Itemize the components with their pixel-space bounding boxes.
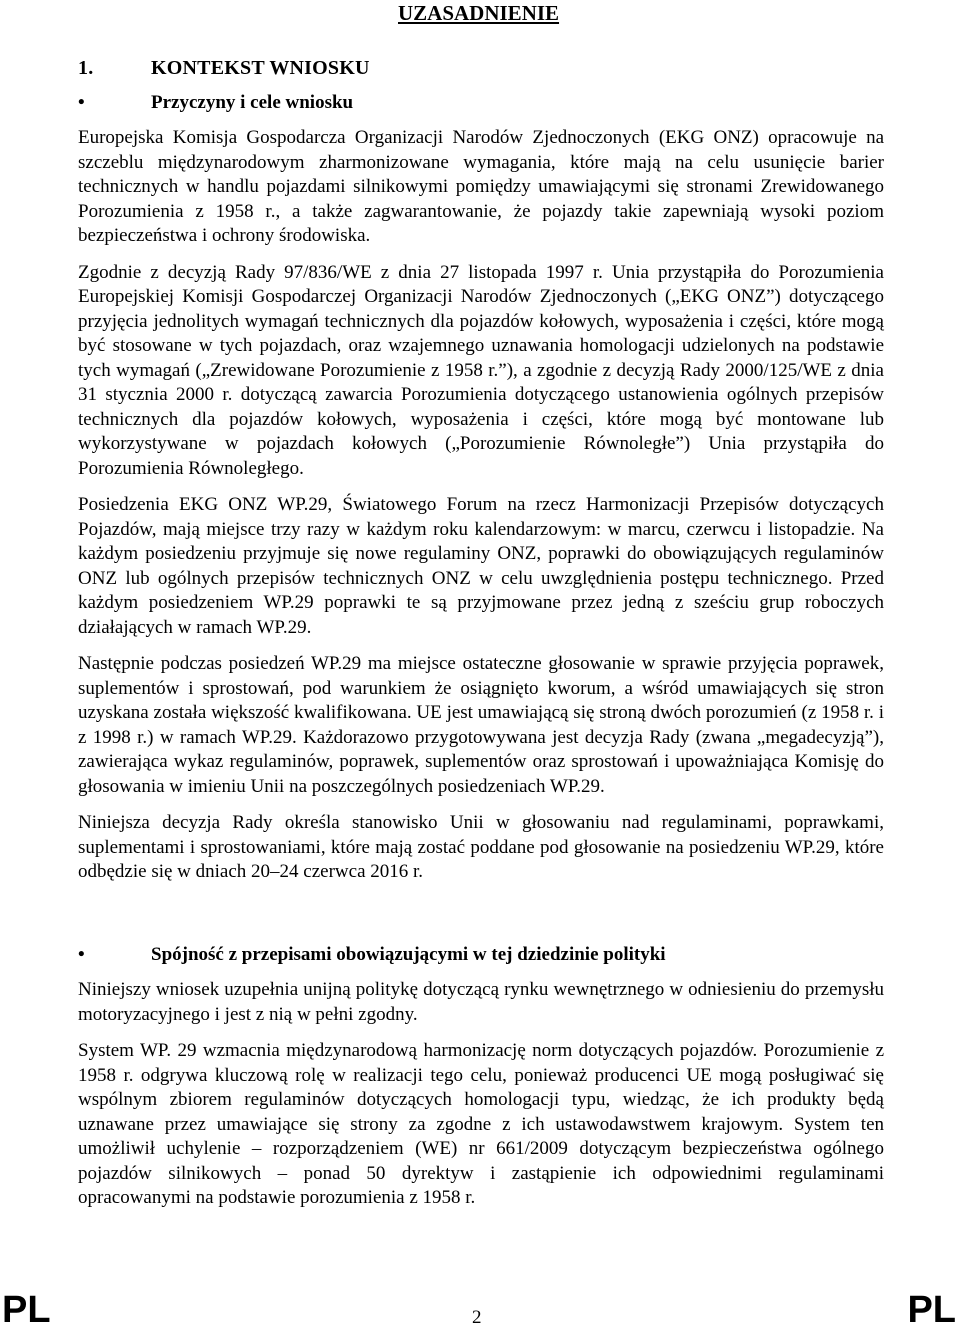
- paragraph: Zgodnie z decyzją Rady 97/836/WE z dnia 27 listopada 1997 r. Unia przystąpiła do Porozumienia Europejskiej Komisji Gospodarczej Organizacji Narodów Zjednoczonych („EKG ONZ”) dotyczącego przyjęcia jednolitych wymagań technicznych dla pojazdów kołowych, wyposażenia i części, które mogą być stosowane w tych pojazdach, oraz wzajemnego uznawania homologacji udzielonych na podstawie tych wymagań („Zrewidowane Porozumienie z 1958 r.”), a zgodnie z decyzją Rady 2000/125/WE z dnia 31 stycznia 2000 r. dotyczącą zawarcia Porozumienia dotyczącego ustanowienia ogólnych przepisów technicznych dla pojazdów kołowych, wyposażenia i części, które mogą być montowane lub wykorzystywane w pojazdach kołowych („Porozumienie Równoległe”) Unia przystąpiła do Porozumienia Równoległego.: [78, 261, 884, 479]
- paragraph: Niniejsza decyzja Rady określa stanowisko Unii w głosowaniu nad regulaminami, poprawkami, suplementami i sprostowaniami, które mają zostać poddane pod głosowanie na posiedzeniu WP.29, które odbędzie się w dniach 20–24 czerwca 2016 r.: [78, 812, 884, 882]
- paragraph: Posiedzenia EKG ONZ WP.29, Światowego Forum na rzecz Harmonizacji Przepisów dotyczących Pojazdów, mają miejsce trzy razy w każdym roku kalendarzowym: w marcu, czerwcu i listopadzie. Na każdym posiedzeniu przyjmuje się nowe regulaminy ONZ, poprawki do obowiązujących regulaminów ONZ lub ogólnych przepisów technicznych ONZ w celu uwzględnienia postępu technicznego. Przed każdym posiedzeniem WP.29 poprawki te są przyjmowane przez jedną z sześciu grup roboczych działających w ramach WP.29.: [78, 494, 884, 638]
- section-heading: [78, 56, 370, 80]
- page-number: 2: [472, 1307, 482, 1328]
- subsection-heading-reasons: [78, 91, 353, 115]
- section-number: 1.: [78, 57, 94, 79]
- section-heading-text: KONTEKST WNIOSKU: [151, 57, 370, 79]
- subsection-heading-text: Przyczyny i cele wniosku: [151, 92, 354, 113]
- document-title: UZASADNIENIE: [398, 1, 560, 25]
- footer-language-right: PL: [907, 1289, 956, 1331]
- bullet-icon: •: [78, 944, 85, 965]
- paragraph: Europejska Komisja Gospodarcza Organizacji Narodów Zjednoczonych (EKG ONZ) opracowuje na szczeblu międzynarodowym zharmonizowane wymagania, które mają na celu usunięcie barier technicznych w handlu pojazdami silnikowymi pomiędzy umawiającymi się stronami Zrewidowanego Porozumienia z 1958 r., a także zagwarantowanie, że pojazdy takie zapewniają wysoki poziom bezpieczeństwa i ochrony środowiska.: [78, 127, 884, 246]
- bullet-icon: •: [78, 92, 85, 113]
- footer-language-left: PL: [2, 1289, 51, 1331]
- subsection-body-reasons: [78, 126, 884, 897]
- paragraph: Niniejszy wniosek uzupełnia unijną politykę dotyczącą rynku wewnętrznego w odniesieniu do przemysłu motoryzacyjnego i jest z nią w pełni zgodny.: [78, 979, 884, 1025]
- subsection-heading-text: Spójność z przepisami obowiązującymi w tej dziedzinie polityki: [151, 944, 666, 965]
- paragraph: System WP. 29 wzmacnia międzynarodową harmonizację norm dotyczących pojazdów. Porozumienie z 1958 r. odgrywa kluczową rolę w realizacji tego celu, ponieważ producenci UE mogą posługiwać się wspólnym zbiorem regulaminów dotyczących homologacji typu, wiedząc, że ich produkty będą uznawane przez umawiające się strony za zgodne z ich ustawodawstwem krajowym. System ten umożliwił uchylenie – rozporządzeniem (WE) nr 661/2009 dotyczącym bezpieczeństwa ogólnego pojazdów silnikowych – ponad 50 dyrektyw i zastąpienie ich odpowiednimi regulaminami opracowanymi na podstawie porozumienia z 1958 r.: [78, 1040, 884, 1208]
- subsection-body-consistency: [78, 978, 884, 1223]
- subsection-heading-consistency: [78, 943, 666, 967]
- paragraph: Następnie podczas posiedzeń WP.29 ma miejsce ostateczne głosowanie w sprawie przyjęcia poprawek, suplementów i sprostowań, pod warunkiem że osiągnięto kworum, a wśród umawiających się stron uzyskana została większość kwalifikowana. UE jest umawiającą się stroną dwóch porozumień (z 1958 r. i z 1998 r.) w ramach WP.29. Każdorazowo przygotowywana jest decyzja Rady (zwana „megadecyzją”), zawierająca wykaz regulaminów, poprawek, suplementów oraz sprostowań i upoważniająca Komisję do głosowania w imieniu Unii na poszczególnych posiedzeniach WP.29.: [78, 653, 884, 797]
